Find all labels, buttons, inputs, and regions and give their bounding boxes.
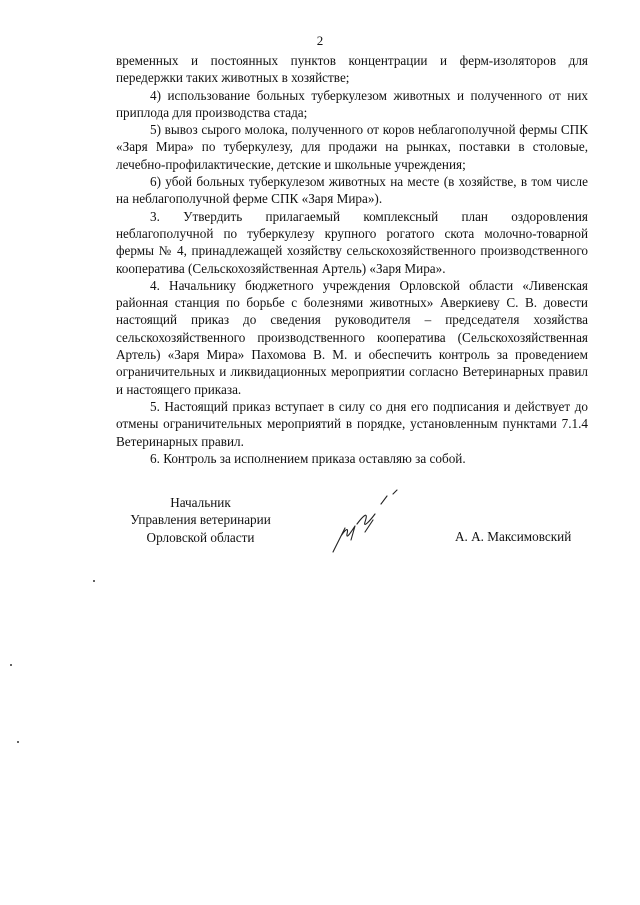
signatory-position: [118, 494, 283, 546]
scan-speck: [17, 741, 19, 743]
scan-speck: [93, 580, 95, 582]
position-line-1: Начальник: [170, 495, 231, 510]
paragraph-clause-6: 6. Контроль за исполнением приказа оставляю за собой.: [150, 450, 466, 466]
paragraph-clause-3: 3. Утвердить прилагаемый комплексный план оздоровления неблагополучной по туберкулезу крупного рогатого скота молочно-товарной фермы № 4, принадлежащей хозяйству сельскохозяйственного производственного кооператива (Сельскохозяйственная Артель) «Заря Мира».: [116, 208, 588, 276]
paragraph-continuation: временных и постоянных пунктов концентрации и ферм-изоляторов для передержки таких животных в хозяйстве;: [116, 53, 588, 86]
page-number: 2: [316, 33, 324, 48]
scan-speck: [10, 664, 12, 666]
signatory-name: А. А. Максимовский: [455, 529, 572, 544]
paragraph-item-5: 5) вывоз сырого молока, полученного от коров неблагополучной фермы СПК «Заря Мира» по туберкулезу, для продажи на рынках, поставки в столовые, лечебно-профилактические, детские и школьные учреждения;: [116, 122, 588, 172]
handwritten-signature: [325, 486, 415, 556]
position-line-3: Орловской области: [146, 529, 255, 545]
paragraph-clause-5: 5. Настоящий приказ вступает в силу со дня его подписания и действует до отмены ограничительных мероприятий в порядке, установленным пунктами 7.1.4 Ветеринарных правил.: [116, 398, 588, 449]
paragraph-item-6: 6) убой больных туберкулезом животных на месте (в хозяйстве, в том числе на неблагополучной ферме СПК «Заря Мира»).: [116, 174, 588, 207]
paragraph-item-4: 4) использование больных туберкулезом животных и полученного от них приплода для производства стада;: [116, 87, 588, 120]
document-body: [116, 52, 588, 467]
paragraph-clause-4: 4. Начальнику бюджетного учреждения Орловской области «Ливенская районная станция по борьбе с болезнями животных» Аверкиеву С. В. довести настоящий приказ до сведения руководителя – председателя хозяйства сельскохозяйственного производственного кооператива (Сельскохозяйственная Артель) «Заря Мира» Пахомова В. М. и обеспечить контроль за проведением ограничительных и ликвидационных мероприятии согласно Ветеринарных правил и настоящего приказа.: [116, 277, 588, 397]
position-line-2: Управления ветеринарии: [130, 512, 271, 528]
